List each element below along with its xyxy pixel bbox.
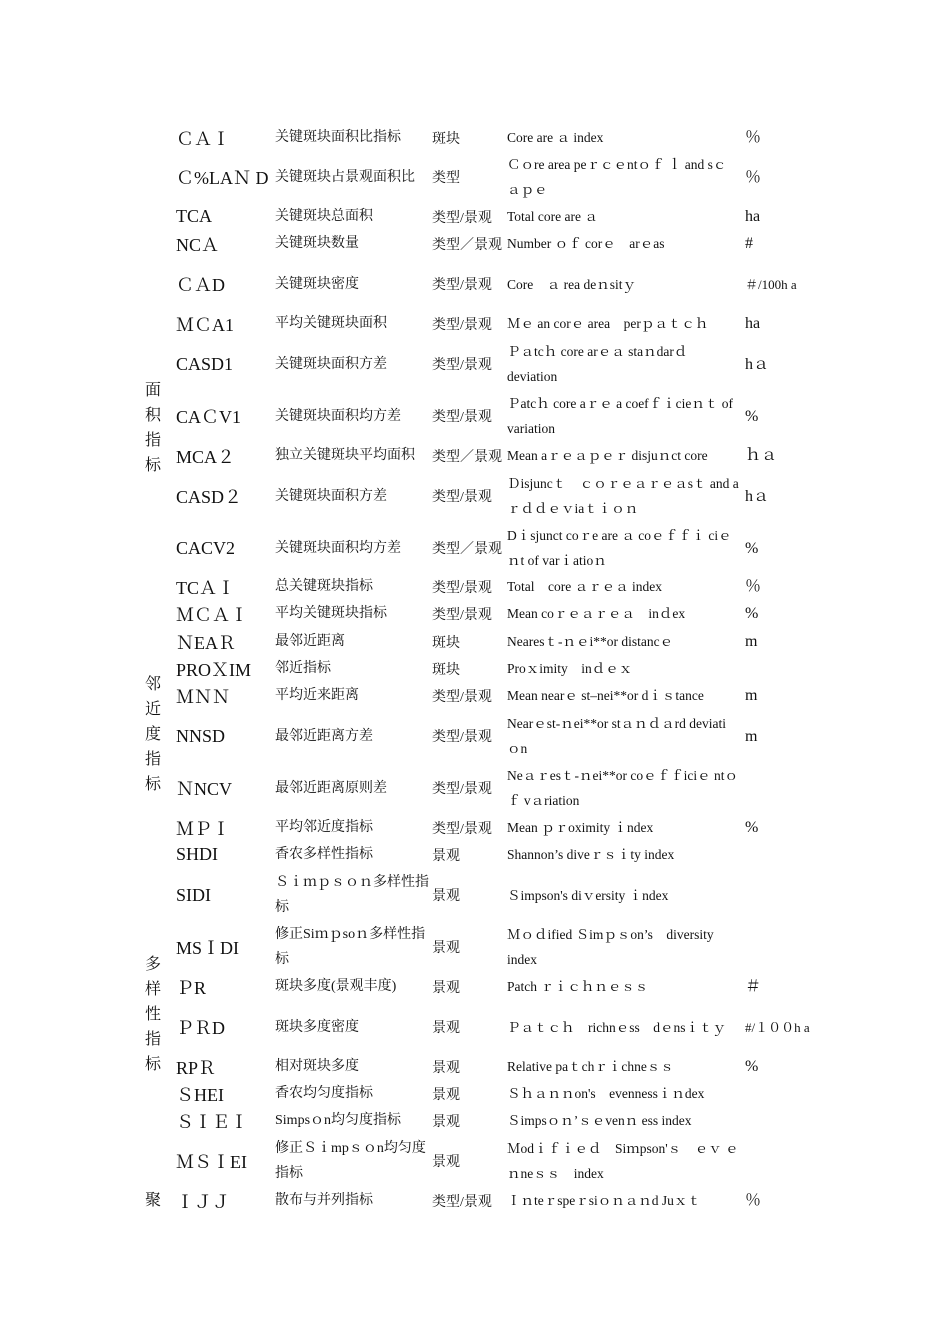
level-cell: 景观 bbox=[432, 1114, 460, 1130]
english-name-cell: Relative paｔchｒｉchneｓｓ bbox=[507, 1059, 674, 1074]
level-cell: 类型/景观 bbox=[432, 730, 492, 745]
level-cell: 类型/景观 bbox=[432, 689, 492, 705]
chinese-name-cell: 斑块多度密度 bbox=[275, 1019, 359, 1035]
unit-cell: ％ bbox=[745, 129, 762, 146]
level-cell: 类型/景观 bbox=[432, 782, 492, 797]
table-row bbox=[0, 974, 950, 999]
unit-cell: % bbox=[745, 605, 759, 622]
chinese-name-cell: 总关键斑块指标 bbox=[275, 579, 373, 594]
unit-cell bbox=[745, 762, 815, 814]
level-cell: 景观 bbox=[432, 889, 460, 904]
unit-cell bbox=[745, 842, 815, 867]
table-row bbox=[0, 470, 950, 522]
unit-cell: m bbox=[745, 633, 758, 650]
table-row bbox=[0, 842, 950, 867]
chinese-name-cell: 最邻近距离方差 bbox=[275, 728, 373, 744]
table-row bbox=[0, 601, 950, 626]
group-char: 聚 bbox=[144, 1192, 161, 1209]
level-cell: 斑块 bbox=[432, 131, 460, 147]
abbreviation-cell: CAＣV1 bbox=[176, 407, 242, 427]
table-row bbox=[0, 629, 950, 654]
level-cell: 景观 bbox=[432, 941, 460, 956]
chinese-name-cell: 关键斑块总面积 bbox=[275, 209, 373, 224]
group-char: 指 bbox=[144, 751, 161, 768]
table-row bbox=[0, 338, 950, 390]
abbreviation-cell: TCＡＩ bbox=[176, 577, 236, 598]
table-row bbox=[0, 522, 950, 574]
unit-cell: m bbox=[745, 687, 758, 704]
english-name-cell: Core ａ rea deｎsitｙ bbox=[507, 276, 636, 292]
level-cell: 类型/景观 bbox=[432, 580, 492, 596]
unit-cell: % bbox=[745, 819, 759, 836]
abbreviation-cell: PROＸIM bbox=[176, 659, 252, 680]
abbreviation-cell: RPＲ bbox=[176, 1057, 217, 1078]
level-cell: 类型／景观 bbox=[432, 542, 502, 557]
table-row bbox=[0, 1081, 950, 1106]
abbreviation-cell: ＮEAＲ bbox=[176, 632, 236, 653]
english-name-cell: Mean aｒｅａｐｅｒ disjuｎct core bbox=[507, 448, 708, 463]
chinese-name-cell: 平均关键斑块指标 bbox=[275, 606, 387, 621]
english-name-cell: Ｍodｉｆｉｅｄ Siｍpson'ｓ ｅｖ ｅｎneｓｓ index bbox=[507, 1141, 739, 1181]
unit-cell: m bbox=[745, 727, 758, 745]
table-row bbox=[0, 231, 950, 256]
abbreviation-cell: ＭＣＡＩ bbox=[176, 604, 248, 625]
chinese-name-cell: 散布与并列指标 bbox=[275, 1193, 373, 1208]
abbreviation-cell: NNSD bbox=[176, 725, 226, 746]
level-cell: 景观 bbox=[432, 1021, 460, 1036]
english-name-cell: Ｓimpsｏｎ’ｓｅvenｎ ess index bbox=[507, 1113, 692, 1128]
table-row bbox=[0, 869, 950, 921]
table-row bbox=[0, 1188, 950, 1213]
unit-cell: ＃ bbox=[745, 978, 762, 995]
chinese-name-cell: 修正Ｓｉmpｓｏn均匀度指标 bbox=[275, 1141, 426, 1181]
abbreviation-cell: ＳＩＥＩ bbox=[176, 1111, 248, 1132]
abbreviation-cell: SIDI bbox=[176, 884, 211, 905]
english-name-cell: Mean nearｅ st–nei**or dｉｓtance bbox=[507, 688, 704, 703]
abbreviation-cell: ＭＮＮ bbox=[176, 686, 230, 707]
level-cell: 类型/景观 bbox=[432, 490, 492, 505]
english-name-cell: Ｍｅ an corｅ area perｐａｔｃｈ bbox=[507, 316, 709, 331]
table-row bbox=[0, 710, 950, 762]
level-cell: 景观 bbox=[432, 848, 460, 864]
level-cell: 景观 bbox=[432, 980, 460, 996]
chinese-name-cell: 平均邻近度指标 bbox=[275, 820, 373, 835]
table-row bbox=[0, 152, 950, 202]
unit-cell: ha bbox=[745, 315, 761, 332]
english-name-cell: Total core ａｒｅａ index bbox=[507, 579, 663, 594]
chinese-name-cell: 独立关键斑块平均面积 bbox=[275, 448, 415, 463]
unit-cell bbox=[745, 1081, 815, 1106]
unit-cell: ｈａ bbox=[745, 447, 778, 464]
chinese-name-cell: 香农多样性指标 bbox=[275, 847, 373, 862]
abbreviation-cell: ＳHEI bbox=[176, 1084, 224, 1105]
level-cell: 景观 bbox=[432, 1060, 460, 1076]
english-name-cell: Nearesｔ-ｎｅi**or distancｅ bbox=[507, 634, 674, 649]
group-char: 指 bbox=[144, 1031, 161, 1048]
chinese-name-cell: Simpsｏn均匀度指标 bbox=[275, 1113, 402, 1128]
group-char: 积 bbox=[144, 407, 161, 424]
group-char: 度 bbox=[144, 726, 161, 743]
chinese-name-cell: 平均近来距离 bbox=[275, 688, 359, 703]
unit-cell: ％ bbox=[745, 1192, 762, 1209]
unit-cell: # bbox=[745, 235, 753, 252]
abbreviation-cell: ＩＪＪ bbox=[176, 1191, 230, 1212]
unit-cell: ％ bbox=[745, 168, 762, 186]
chinese-name-cell: 关键斑块密度 bbox=[275, 276, 359, 292]
unit-cell: hａ bbox=[745, 487, 770, 505]
abbreviation-cell: ＭＳＩEI bbox=[176, 1152, 247, 1172]
chinese-name-cell: 关键斑块面积比指标 bbox=[275, 130, 401, 145]
unit-cell: #/１００h a bbox=[745, 1019, 810, 1035]
english-name-cell: Mean ｐｒoximity ｉndex bbox=[507, 820, 654, 835]
level-cell: 类型/景观 bbox=[432, 1194, 492, 1210]
table-row bbox=[0, 921, 950, 973]
english-name-cell: Nearｅst-ｎei**or stａｎｄａrd deviatiｏn bbox=[507, 716, 726, 756]
abbreviation-cell: ＰＲD bbox=[176, 1018, 225, 1038]
table-row bbox=[0, 656, 950, 681]
unit-cell: ha bbox=[745, 208, 761, 225]
abbreviation-cell: CASD２ bbox=[176, 487, 243, 507]
chinese-name-cell: 关键斑块面积均方差 bbox=[275, 408, 401, 424]
group-char: 标 bbox=[144, 457, 161, 474]
group-char: 多 bbox=[144, 956, 161, 973]
english-name-cell: Mean coｒｅａｒｅａ inｄex bbox=[507, 606, 686, 621]
group-char: 标 bbox=[144, 776, 161, 793]
chinese-name-cell: 最邻近距离原则差 bbox=[275, 780, 387, 796]
abbreviation-cell: CACV2 bbox=[176, 537, 236, 558]
chinese-name-cell: 最邻近距离 bbox=[275, 634, 345, 649]
english-name-cell: Ｐatcｈ core aｒｅ a coefｆｉcieｎｔ of variation bbox=[507, 396, 747, 436]
abbreviation-cell: CASD1 bbox=[176, 353, 234, 374]
chinese-name-cell: 关键斑块面积方差 bbox=[275, 488, 387, 504]
unit-cell: % bbox=[745, 407, 759, 425]
group-char: 近 bbox=[144, 701, 161, 718]
chinese-name-cell: Ｓｉｍｐｓｏｎ多样性指标 bbox=[275, 875, 429, 915]
unit-cell: % bbox=[745, 539, 759, 557]
abbreviation-cell: MCA２ bbox=[176, 446, 236, 467]
level-cell: 类型/景观 bbox=[432, 410, 492, 425]
english-name-cell: Ｐａｔｃｈ richnｅss dｅnsｉｔｙ bbox=[507, 1019, 726, 1035]
unit-cell: % bbox=[745, 1058, 759, 1075]
abbreviation-cell: TCA bbox=[176, 206, 212, 226]
chinese-name-cell: 相对斑块多度 bbox=[275, 1059, 359, 1074]
abbreviation-cell: SHDI bbox=[176, 844, 219, 864]
table-row bbox=[0, 311, 950, 336]
table-row bbox=[0, 443, 950, 468]
level-cell: 类型/景观 bbox=[432, 278, 492, 293]
unit-cell bbox=[745, 869, 815, 921]
table-row bbox=[0, 1001, 950, 1053]
english-name-cell: Ｓｈａｎｎon's evennessｉｎdex bbox=[507, 1086, 705, 1101]
abbreviation-cell: ＣＡＩ bbox=[176, 128, 230, 149]
abbreviation-cell: ＭＣA1 bbox=[176, 314, 234, 335]
chinese-name-cell: 关键斑块占景观面积比 bbox=[275, 169, 415, 185]
chinese-name-cell: 斑块多度(景观丰度) bbox=[275, 979, 397, 994]
level-cell: 类型/景观 bbox=[432, 821, 492, 837]
abbreviation-cell: Ｃ%LAＮ D bbox=[176, 168, 269, 188]
group-char: 邻 bbox=[144, 676, 161, 693]
level-cell: 景观 bbox=[432, 1155, 460, 1170]
unit-cell bbox=[745, 1108, 815, 1133]
english-name-cell: Core are ａ index bbox=[507, 130, 604, 145]
chinese-name-cell: 关键斑块数量 bbox=[275, 236, 359, 251]
table-row bbox=[0, 574, 950, 599]
abbreviation-cell: ＮNCV bbox=[176, 779, 233, 799]
level-cell: 景观 bbox=[432, 1087, 460, 1103]
english-name-cell: Shannon’s diveｒｓｉty index bbox=[507, 847, 675, 862]
table-row bbox=[0, 204, 950, 229]
table-row bbox=[0, 125, 950, 150]
level-cell: 斑块 bbox=[432, 635, 460, 651]
table-row bbox=[0, 1108, 950, 1133]
group-char: 性 bbox=[144, 1006, 161, 1023]
english-name-cell: Patch ｒｉｃｈｎｅｓｓ bbox=[507, 979, 649, 994]
level-cell: 类型/景观 bbox=[432, 607, 492, 623]
abbreviation-cell: ＣＡD bbox=[176, 275, 225, 295]
english-name-cell: Total core are ａ bbox=[507, 209, 598, 224]
group-char: 面 bbox=[144, 382, 161, 399]
unit-cell: ％ bbox=[745, 578, 762, 595]
abbreviation-cell: MSＩDI bbox=[176, 938, 240, 958]
group-char: 标 bbox=[144, 1056, 161, 1073]
level-cell: 类型/景观 bbox=[432, 317, 492, 333]
english-name-cell: Ｄisjuncｔ ｃｏｒｅａｒｅａsｔ and aｒｄｄｅｖiaｔｉｏｎ bbox=[507, 476, 739, 516]
chinese-name-cell: 平均关键斑块面积 bbox=[275, 316, 387, 331]
group-char: 样 bbox=[144, 981, 161, 998]
chinese-name-cell: 修正Siｍｐsoｎ多样性指标 bbox=[275, 927, 426, 967]
english-name-cell: Ｓimpson's diｖersity ｉndex bbox=[507, 887, 669, 903]
english-name-cell: Ｉｎteｒspeｒsiｏｎａｎd Juｘｔ bbox=[507, 1193, 701, 1208]
level-cell: 类型/景观 bbox=[432, 358, 492, 373]
english-name-cell: Proｘimity inｄｅｘ bbox=[507, 661, 633, 676]
english-name-cell: Ｃｏre area peｒｃｅntｏｆ ｌ and sｃａｐｅ bbox=[507, 157, 727, 197]
unit-cell bbox=[745, 1135, 815, 1187]
abbreviation-cell: NCＡ bbox=[176, 234, 220, 255]
english-name-cell: Neａｒesｔ-ｎei**or coｅｆｆiciｅ ntｏｆ vａriation bbox=[507, 768, 738, 808]
chinese-name-cell: 邻近指标 bbox=[275, 661, 331, 676]
abbreviation-cell: ＰR bbox=[176, 977, 207, 998]
chinese-name-cell: 关键斑块面积均方差 bbox=[275, 540, 401, 556]
unit-cell: hａ bbox=[745, 355, 770, 373]
level-cell: 斑块 bbox=[432, 662, 460, 678]
chinese-name-cell: 香农均匀度指标 bbox=[275, 1086, 373, 1101]
english-name-cell: Ｍｏｄified Ｓimｐｓon’s diversity index bbox=[507, 927, 714, 967]
chinese-name-cell: 关键斑块面积方差 bbox=[275, 356, 387, 372]
english-name-cell: Dｉsjunct coｒe are ａ coｅｆｆｉ ciｅｎt of varｉatioｎ bbox=[507, 528, 732, 568]
english-name-cell: Number ｏｆ corｅ arｅas bbox=[507, 236, 665, 251]
table-row bbox=[0, 815, 950, 840]
english-name-cell: Ｐａtcｈ core arｅａ staｎdarｄ deviation bbox=[507, 344, 688, 384]
level-cell: 类型/景观 bbox=[432, 210, 492, 226]
level-cell: 类型 bbox=[432, 171, 460, 186]
level-cell: 类型／景观 bbox=[432, 237, 502, 253]
table-row bbox=[0, 1135, 950, 1187]
table-row bbox=[0, 258, 950, 310]
level-cell: 类型／景观 bbox=[432, 449, 502, 465]
table-row bbox=[0, 1054, 950, 1079]
unit-cell: ＃/100h a bbox=[745, 276, 797, 292]
table-row bbox=[0, 683, 950, 708]
unit-cell bbox=[745, 921, 815, 973]
group-char: 指 bbox=[144, 432, 161, 449]
unit-cell bbox=[745, 656, 815, 681]
table-row bbox=[0, 390, 950, 442]
table-row bbox=[0, 762, 950, 814]
abbreviation-cell: ＭＰＩ bbox=[176, 818, 230, 839]
